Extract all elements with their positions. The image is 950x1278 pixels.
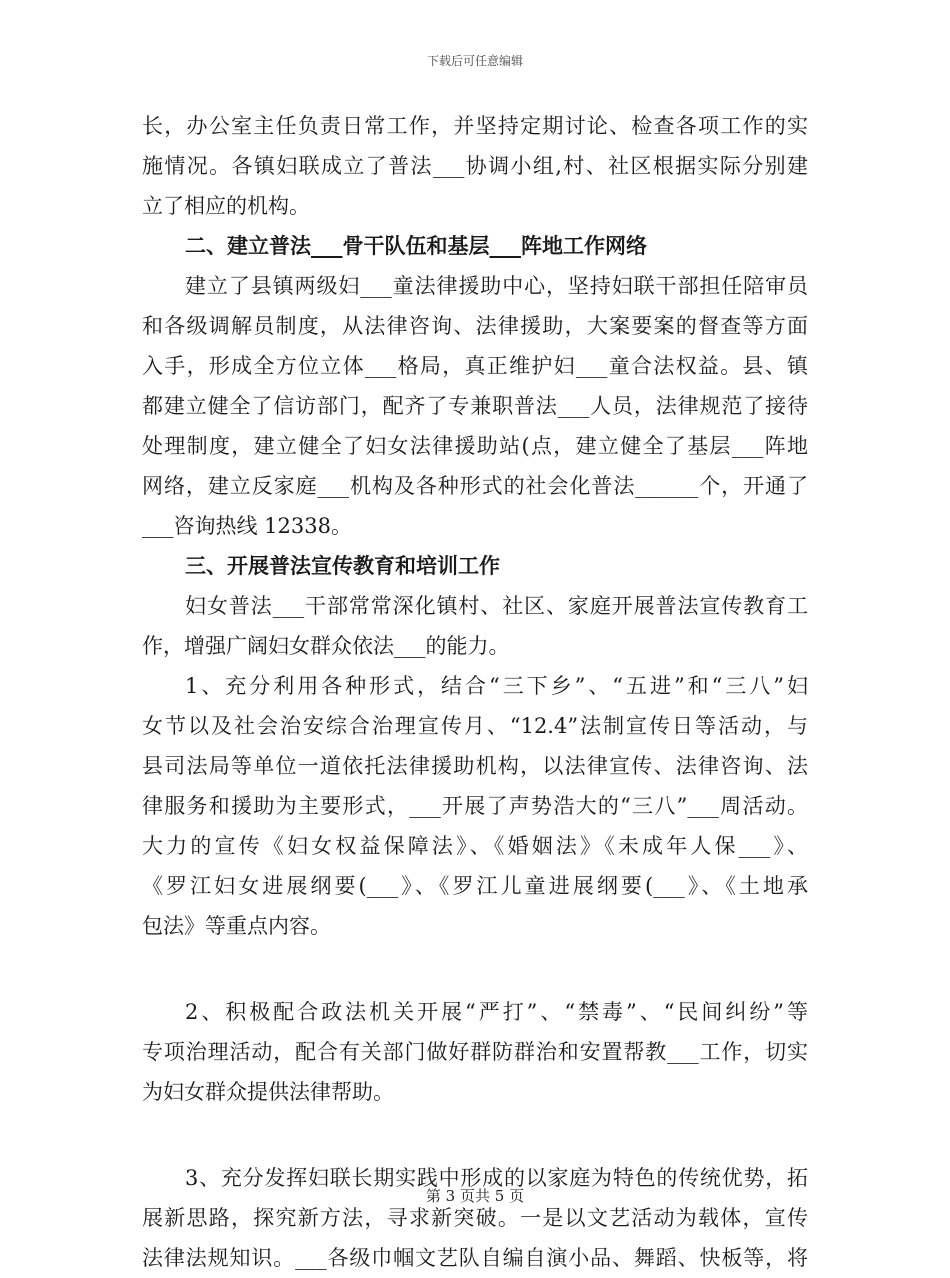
text-line: 《罗江妇女进展纲要(___》、《罗江儿童进展纲要(___》、《土地承 — [142, 874, 808, 898]
text-line: 女节以及社会治安综合治理宣传月、“12.4”法制宣传日等活动，与 — [142, 714, 808, 738]
document-body — [142, 106, 808, 1278]
text-line: 县司法局等单位一道依托法律援助机构，以法律宣传、法律咨询、法 — [142, 754, 808, 778]
text-line: 长，办公室主任负责日常工作，并坚持定期讨论、检查各项工作的实 — [142, 114, 808, 138]
text-line: 大力的宣传《妇女权益保障法》、《婚姻法》《未成年人保___》、 — [142, 834, 808, 858]
text-line: 立了相应的机构。 — [142, 194, 310, 218]
text-line: 法律法规知识。___各级巾帼文艺队自编自演小品、舞蹈、快板等，将 — [142, 1246, 808, 1270]
text-line: 入手，形成全方位立体___格局，真正维护妇___童合法权益。县、镇 — [142, 354, 808, 378]
text-line: 作，增强广阔妇女群众依法___的能力。 — [142, 634, 510, 658]
text-line: 专项治理活动，配合有关部门做好群防群治和安置帮教___工作，切实 — [142, 1040, 808, 1064]
text-line: 都建立健全了信访部门，配齐了专兼职普法___人员，法律规范了接待 — [142, 394, 808, 418]
text-line: 和各级调解员制度，从法律咨询、法律援助，大案要案的督查等方面 — [142, 314, 808, 338]
text-line: 包法》等重点内容。 — [142, 914, 331, 938]
text-line: 2、积极配合政法机关开展“严打”、“禁毒”、“民间纠纷”等 — [185, 1000, 808, 1024]
text-line: 1、充分利用各种形式，结合“三下乡”、“五进”和“三八”妇 — [185, 674, 808, 698]
page-number: 第 3 页共 5 页 — [425, 1187, 525, 1205]
text-line: 展新思路，探究新方法，寻求新突破。一是以文艺活动为载体，宣传 — [142, 1206, 808, 1230]
text-line: 律服务和援助为主要形式，___开展了声势浩大的“三八”___周活动。 — [142, 794, 808, 818]
text-line: 妇女普法___干部常常深化镇村、社区、家庭开展普法宣传教育工 — [185, 594, 808, 618]
text-line: 网络，建立反家庭___机构及各种形式的社会化普法______个，开通了 — [142, 474, 808, 498]
text-line: ___咨询热线 12338。 — [142, 514, 352, 538]
section-heading-2: 二、建立普法___骨干队伍和基层___阵地工作网络 — [185, 233, 647, 258]
text-line: 为妇女群众提供法律帮助。 — [142, 1080, 394, 1104]
text-line: 3、充分发挥妇联长期实践中形成的以家庭为特色的传统优势，拓 — [185, 1166, 808, 1190]
page-header: 下载后可任意编辑 — [426, 54, 523, 68]
text-line: 建立了县镇两级妇___童法律援助中心，坚持妇联干部担任陪审员 — [185, 274, 808, 298]
text-line: 施情况。各镇妇联成立了普法___协调小组,村、社区根据实际分别建 — [142, 154, 808, 178]
text-line: 处理制度，建立健全了妇女法律援助站(点，建立健全了基层___阵地 — [142, 434, 808, 458]
section-heading-3: 三、开展普法宣传教育和培训工作 — [185, 553, 500, 578]
